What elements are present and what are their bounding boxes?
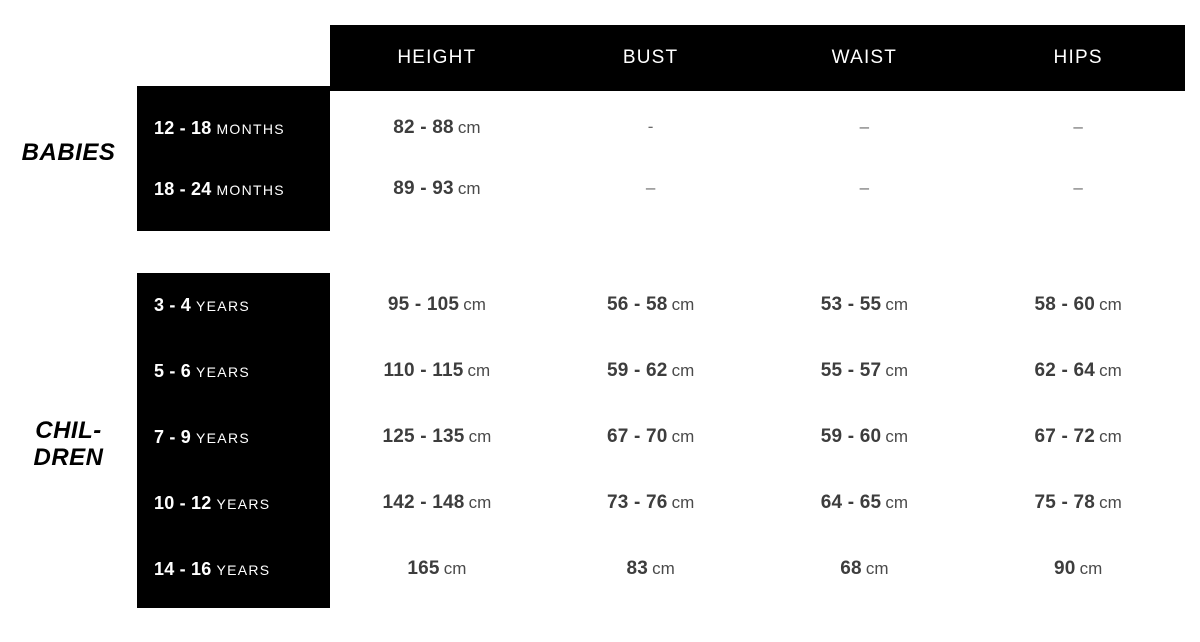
row-age-unit: YEARS [196,363,250,380]
row-age-label [137,179,330,200]
cell-bust: - [647,117,654,136]
cell-unit: cm [443,559,467,578]
row-age-number: 14 - 16 [154,558,212,579]
cell-value: 56 - 58 [607,294,668,315]
column-header-hips: HIPS [1053,47,1103,68]
cell-value: 89 - 93 [393,178,454,199]
group-title-babies: BABIES [21,139,116,166]
cell-value: 64 - 65 [820,492,882,513]
cell-unit: cm [865,559,889,578]
cell-bust [544,426,758,448]
cell-unit: cm [885,361,908,380]
row-age-unit: YEARS [196,297,250,314]
cell-hips [971,558,1185,580]
row-age-label [137,493,330,514]
cell-value: 67 - 70 [607,426,668,447]
row-cells [330,558,1185,580]
table-row [137,483,1185,523]
cell-value: 53 - 55 [820,294,882,315]
cell-bust [544,360,758,382]
cell-value: 165 [407,558,440,579]
cell-unit: cm [468,493,492,512]
cell-unit: cm [885,427,908,446]
cell-height [330,360,544,382]
cell-unit: cm [885,493,908,512]
cell-unit: cm [1099,427,1122,446]
cell-unit: cm [885,295,908,314]
cell-height [330,117,544,139]
cell-unit: cm [468,427,492,446]
column-header-height: HEIGHT [397,47,477,68]
cell-waist: – [859,117,870,136]
row-age-number: 5 - 6 [154,360,192,381]
cell-value: 90 [1054,558,1076,579]
cell-waist [758,360,972,382]
cell-value: 55 - 57 [820,360,882,381]
cell-unit: cm [671,493,695,512]
cell-waist [758,492,972,514]
table-row [137,417,1185,457]
row-cells [330,492,1185,514]
table-row [137,351,1185,391]
row-age-unit: MONTHS [216,120,285,137]
row-age-label [137,559,330,580]
cell-bust [544,558,758,580]
row-age-unit: YEARS [216,495,271,512]
cell-value: 68 [840,558,862,579]
row-age-label [137,361,330,382]
cell-unit: cm [671,295,695,314]
cell-unit: cm [671,427,695,446]
row-cells [330,294,1185,316]
cell-unit: cm [1079,559,1103,578]
cell-waist [758,426,972,448]
cell-waist [758,294,972,316]
cell-value: 142 - 148 [382,492,465,513]
row-cells [330,178,1185,200]
row-age-number: 7 - 9 [154,426,192,447]
cell-value: 67 - 72 [1034,426,1096,447]
row-age-unit: MONTHS [216,181,285,198]
cell-value: 73 - 76 [607,492,668,513]
cell-bust [544,294,758,316]
cell-height [330,492,544,514]
cell-bust: – [645,178,656,197]
table-row [137,285,1185,325]
cell-unit: cm [457,179,481,198]
row-cells [330,117,1185,139]
table-row [137,108,1185,148]
cell-value: 58 - 60 [1034,294,1096,315]
cell-value: 59 - 60 [820,426,882,447]
cell-height [330,294,544,316]
cell-bust [544,492,758,514]
cell-unit: cm [652,559,675,578]
cell-waist: – [859,178,870,197]
cell-value: 110 - 115 [383,360,464,381]
cell-value: 59 - 62 [607,360,668,381]
cell-value: 75 - 78 [1034,492,1096,513]
cell-hips [971,294,1185,316]
cell-height [330,558,544,580]
row-age-label [137,118,330,139]
cell-unit: cm [1099,493,1122,512]
column-header-waist: WAIST [831,47,898,68]
cell-height [330,178,544,200]
cell-unit: cm [457,118,481,137]
table-header [330,25,1185,91]
cell-unit: cm [1099,361,1122,380]
cell-hips [971,360,1185,382]
cell-unit: cm [467,361,491,380]
row-age-unit: YEARS [196,429,250,446]
row-cells [330,426,1185,448]
cell-waist [758,558,972,580]
group-title-children [0,418,137,472]
row-cells [330,360,1185,382]
column-header-bust: BUST [622,47,679,68]
group-title-children-line2: DREN [33,443,104,471]
row-age-number: 18 - 24 [154,178,212,199]
row-age-number: 10 - 12 [154,492,212,513]
cell-hips [971,426,1185,448]
cell-unit: cm [671,361,695,380]
table-row [137,169,1185,209]
cell-unit: cm [1099,295,1122,314]
row-age-label [137,295,330,316]
cell-hips [971,492,1185,514]
cell-value: 83 [626,558,649,579]
row-age-label [137,427,330,448]
table-row [137,549,1185,589]
cell-value: 95 - 105 [387,294,460,315]
cell-value: 82 - 88 [393,117,454,138]
row-age-unit: YEARS [216,561,271,578]
cell-hips: – [1073,178,1083,197]
cell-value: 125 - 135 [382,426,465,447]
cell-value: 62 - 64 [1034,360,1096,381]
cell-unit: cm [463,295,486,314]
row-age-number: 12 - 18 [154,117,212,138]
cell-height [330,426,544,448]
row-age-number: 3 - 4 [154,294,192,315]
group-title-children-line1: CHIL- [35,417,102,444]
cell-hips: – [1073,117,1083,136]
